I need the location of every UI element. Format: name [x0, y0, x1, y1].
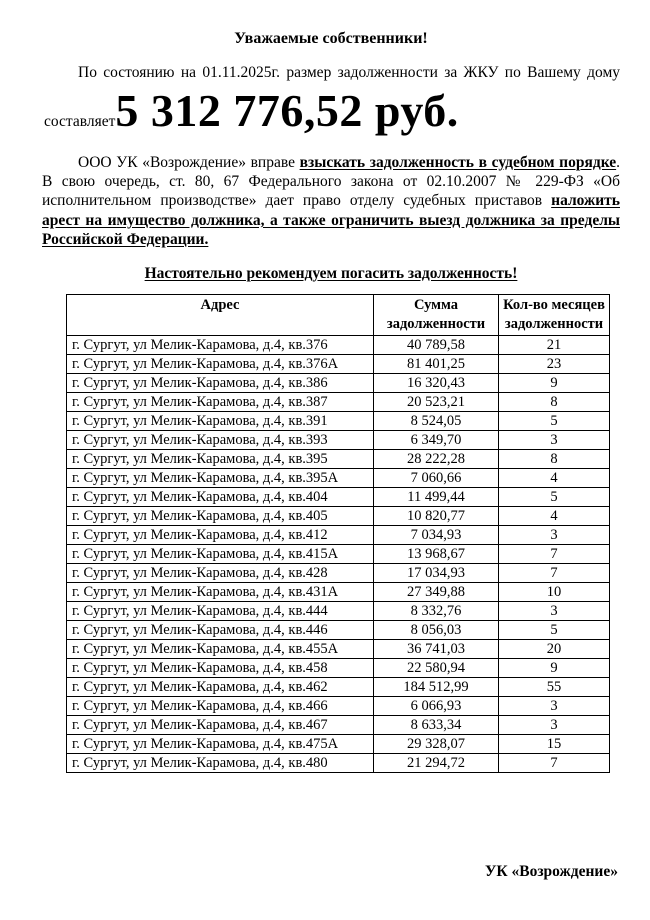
cell-months: 5 [499, 411, 610, 430]
cell-months: 21 [499, 335, 610, 354]
legal-emphasis-2: наложить арест на имущество должника, а также ограничить выезд должника за пределы Российской Федерации. [42, 192, 620, 249]
table-row [67, 544, 610, 563]
cell-months: 3 [499, 430, 610, 449]
cell-amount: 10 820,77 [374, 506, 499, 525]
table-row [67, 639, 610, 658]
cell-address: г. Сургут, ул Мелик-Карамова, д.4, кв.467 [67, 715, 374, 734]
table-row [67, 335, 610, 354]
cell-amount: 27 349,88 [374, 582, 499, 601]
cell-amount: 8 332,76 [374, 601, 499, 620]
intro-paragraph [42, 63, 620, 83]
cell-address: г. Сургут, ул Мелик-Карамова, д.4, кв.412 [67, 525, 374, 544]
cell-amount: 29 328,07 [374, 734, 499, 753]
cell-months: 4 [499, 468, 610, 487]
cell-months: 3 [499, 696, 610, 715]
table-row [67, 487, 610, 506]
table-row [67, 392, 610, 411]
table-row [67, 449, 610, 468]
cell-address: г. Сургут, ул Мелик-Карамова, д.4, кв.405 [67, 506, 374, 525]
table-row [67, 753, 610, 772]
cell-months: 7 [499, 563, 610, 582]
cell-address: г. Сургут, ул Мелик-Карамова, д.4, кв.431А [67, 582, 374, 601]
cell-amount: 36 741,03 [374, 639, 499, 658]
cell-address: г. Сургут, ул Мелик-Карамова, д.4, кв.462 [67, 677, 374, 696]
table-row [67, 658, 610, 677]
cell-amount: 8 524,05 [374, 411, 499, 430]
table-row [67, 354, 610, 373]
cell-address: г. Сургут, ул Мелик-Карамова, д.4, кв.393 [67, 430, 374, 449]
cell-months: 3 [499, 525, 610, 544]
cell-months: 7 [499, 544, 610, 563]
cell-amount: 22 580,94 [374, 658, 499, 677]
table-row [67, 601, 610, 620]
table-row [67, 525, 610, 544]
cell-address: г. Сургут, ул Мелик-Карамова, д.4, кв.376А [67, 354, 374, 373]
cell-amount: 17 034,93 [374, 563, 499, 582]
table-row [67, 734, 610, 753]
debt-amount: 5 312 776,52 руб. [115, 84, 459, 136]
table-row [67, 715, 610, 734]
header-amount: Сумма задолженности [374, 294, 499, 335]
cell-amount: 40 789,58 [374, 335, 499, 354]
cell-amount: 11 499,44 [374, 487, 499, 506]
cell-address: г. Сургут, ул Мелик-Карамова, д.4, кв.387 [67, 392, 374, 411]
cell-months: 3 [499, 715, 610, 734]
cell-amount: 6 066,93 [374, 696, 499, 715]
cell-months: 8 [499, 449, 610, 468]
legal-paragraph [42, 153, 620, 250]
cell-amount: 7 060,66 [374, 468, 499, 487]
table-row [67, 582, 610, 601]
cell-amount: 16 320,43 [374, 373, 499, 392]
cell-address: г. Сургут, ул Мелик-Карамова, д.4, кв.458 [67, 658, 374, 677]
table-header-row [67, 294, 610, 335]
table-row [67, 430, 610, 449]
document-title: Уважаемые собственники! [234, 30, 428, 47]
cell-address: г. Сургут, ул Мелик-Карамова, д.4, кв.404 [67, 487, 374, 506]
intro-line: По состоянию на 01.11.2025г. размер задолженности за ЖКУ по Вашему дому [78, 64, 620, 81]
table-row [67, 373, 610, 392]
table-row [67, 677, 610, 696]
cell-address: г. Сургут, ул Мелик-Карамова, д.4, кв.455А [67, 639, 374, 658]
cell-months: 4 [499, 506, 610, 525]
cell-address: г. Сургут, ул Мелик-Карамова, д.4, кв.446 [67, 620, 374, 639]
cell-address: г. Сургут, ул Мелик-Карамова, д.4, кв.395А [67, 468, 374, 487]
table-row [67, 506, 610, 525]
table-row [67, 563, 610, 582]
cell-months: 23 [499, 354, 610, 373]
table-row [67, 696, 610, 715]
cell-amount: 21 294,72 [374, 753, 499, 772]
recommendation-line [42, 265, 620, 283]
table-row [67, 468, 610, 487]
cell-amount: 8 056,03 [374, 620, 499, 639]
cell-months: 9 [499, 658, 610, 677]
cell-months: 8 [499, 392, 610, 411]
cell-amount: 20 523,21 [374, 392, 499, 411]
cell-amount: 13 968,67 [374, 544, 499, 563]
cell-months: 10 [499, 582, 610, 601]
cell-months: 55 [499, 677, 610, 696]
cell-address: г. Сургут, ул Мелик-Карамова, д.4, кв.428 [67, 563, 374, 582]
table-row [67, 620, 610, 639]
debt-table-body [67, 335, 610, 772]
amount-line [44, 85, 620, 148]
cell-amount: 8 633,34 [374, 715, 499, 734]
cell-months: 15 [499, 734, 610, 753]
legal-text-1: ООО УК «Возрождение» вправе [78, 153, 300, 171]
cell-amount: 184 512,99 [374, 677, 499, 696]
cell-months: 7 [499, 753, 610, 772]
legal-emphasis-1: взыскать задолженность в судебном порядке [299, 153, 617, 171]
header-months: Кол-во месяцев задолженности [499, 294, 610, 335]
cell-address: г. Сургут, ул Мелик-Карамова, д.4, кв.376 [67, 335, 374, 354]
cell-address: г. Сургут, ул Мелик-Карамова, д.4, кв.415А [67, 544, 374, 563]
cell-months: 20 [499, 639, 610, 658]
table-row [67, 411, 610, 430]
cell-months: 9 [499, 373, 610, 392]
cell-address: г. Сургут, ул Мелик-Карамова, д.4, кв.480 [67, 753, 374, 772]
cell-address: г. Сургут, ул Мелик-Карамова, д.4, кв.475А [67, 734, 374, 753]
cell-months: 3 [499, 601, 610, 620]
cell-amount: 81 401,25 [374, 354, 499, 373]
recommendation-text: Настоятельно рекомендуем погасить задолженность! [144, 264, 518, 282]
header-address: Адрес [67, 294, 374, 335]
cell-months: 5 [499, 620, 610, 639]
legal-text-2: . В свою очередь, ст. 80, 67 Федерального закона от 02.10.2007 № 229-ФЗ «Об исполнительном производстве» дает право отделу судебных приставов [42, 153, 620, 210]
debt-table [66, 294, 610, 773]
footer-signature: УК «Возрождение» [485, 862, 618, 880]
cell-address: г. Сургут, ул Мелик-Карамова, д.4, кв.391 [67, 411, 374, 430]
cell-amount: 7 034,93 [374, 525, 499, 544]
cell-address: г. Сургут, ул Мелик-Карамова, д.4, кв.444 [67, 601, 374, 620]
amount-prefix: составляет [44, 112, 116, 130]
cell-amount: 6 349,70 [374, 430, 499, 449]
cell-address: г. Сургут, ул Мелик-Карамова, д.4, кв.466 [67, 696, 374, 715]
cell-address: г. Сургут, ул Мелик-Карамова, д.4, кв.386 [67, 373, 374, 392]
cell-address: г. Сургут, ул Мелик-Карамова, д.4, кв.395 [67, 449, 374, 468]
cell-amount: 28 222,28 [374, 449, 499, 468]
cell-months: 5 [499, 487, 610, 506]
